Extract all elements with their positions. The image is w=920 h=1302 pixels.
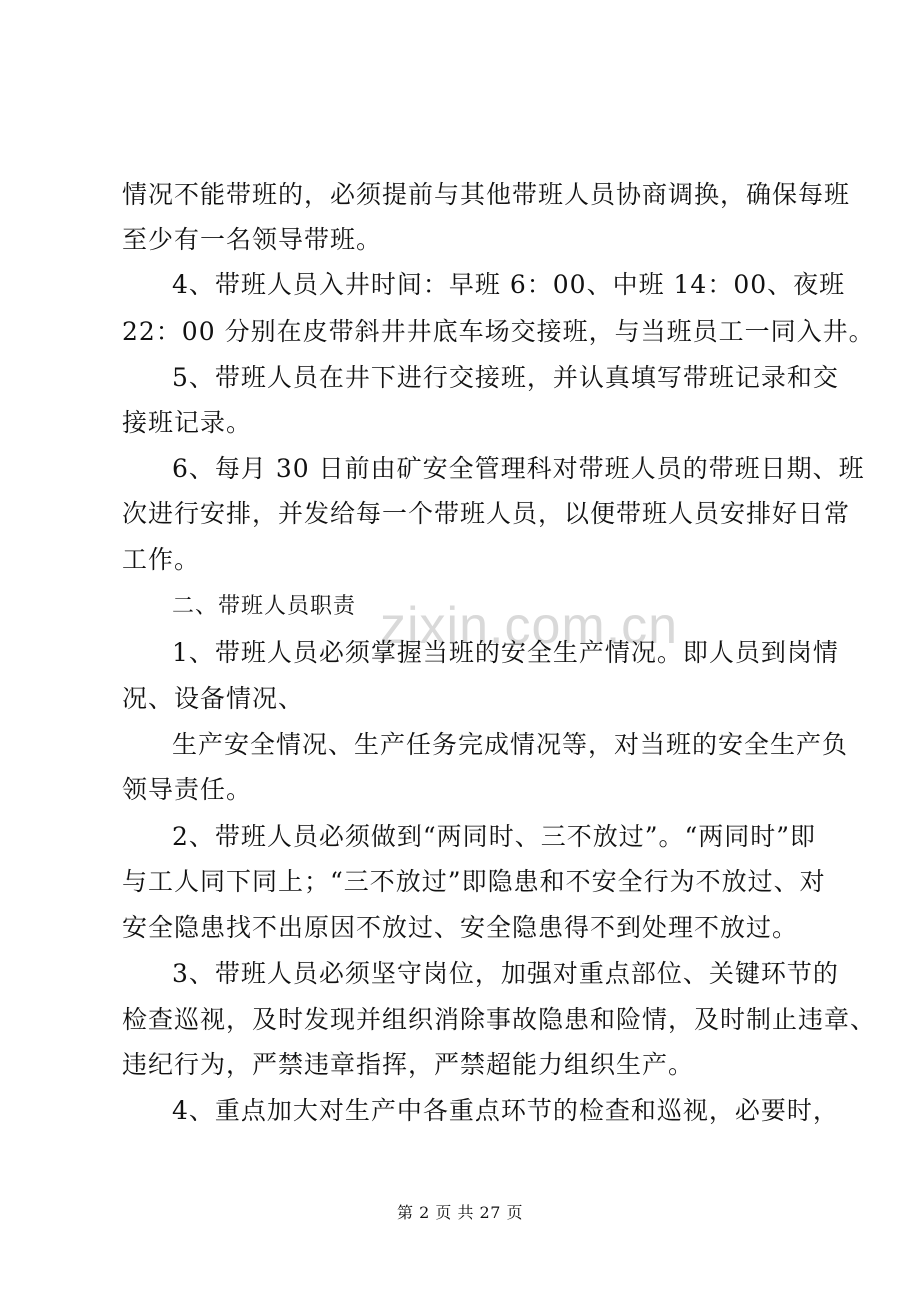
text-line: 工作。 — [122, 545, 201, 574]
text-line: 接班记录。 — [122, 408, 253, 437]
watermark: zixin.com.cn — [380, 597, 679, 655]
text-line: 生产安全情况、生产任务完成情况等，对当班的安全生产负 — [172, 730, 849, 759]
text-line: 3、带班人员必须坚守岗位，加强对重点部位、关键环节的 — [172, 959, 839, 988]
text-line: 6、每月 30 日前由矿安全管理科对带班人员的带班日期、班 — [172, 454, 865, 483]
text-line: 5、带班人员在井下进行交接班，并认真填写带班记录和交 — [172, 363, 839, 392]
text-line: 次进行安排，并发给每一个带班人员，以便带班人员安排好日常 — [122, 499, 851, 528]
text-line: 情况不能带班的，必须提前与其他带班人员协商调换，确保每班 — [122, 180, 851, 209]
text-line: 至少有一名领导带班。 — [122, 225, 383, 254]
text-line: 安全隐患找不出原因不放过、安全隐患得不到处理不放过。 — [122, 913, 799, 942]
text-line: 1、带班人员必须掌握当班的安全生产情况。即人员到岗情 — [172, 638, 839, 667]
text-line: 4、重点加大对生产中各重点环节的检查和巡视，必要时， — [172, 1096, 839, 1125]
text-line: 况、设备情况、 — [122, 684, 305, 713]
text-line: 22：00 分别在皮带斜井井底车场交接班，与当班员工一同入井。 — [122, 317, 875, 346]
text-line: 与工人同下同上；“三不放过”即隐患和不安全行为不放过、对 — [122, 867, 826, 896]
section-heading: 二、带班人员职责 — [172, 594, 357, 619]
text-line: 2、带班人员必须做到“两同时、三不放过”。“两同时”即 — [172, 822, 817, 851]
text-line: 4、带班人员入井时间：早班 6：00、中班 14：00、夜班 — [172, 270, 846, 299]
text-line: 违纪行为，严禁违章指挥，严禁超能力组织生产。 — [122, 1050, 695, 1079]
text-line: 领导责任。 — [122, 775, 253, 804]
page-footer: 第 2 页 共 27 页 — [397, 1203, 523, 1222]
text-line: 检查巡视，及时发现并组织消除事故隐患和险情，及时制止违章、 — [122, 1005, 877, 1034]
